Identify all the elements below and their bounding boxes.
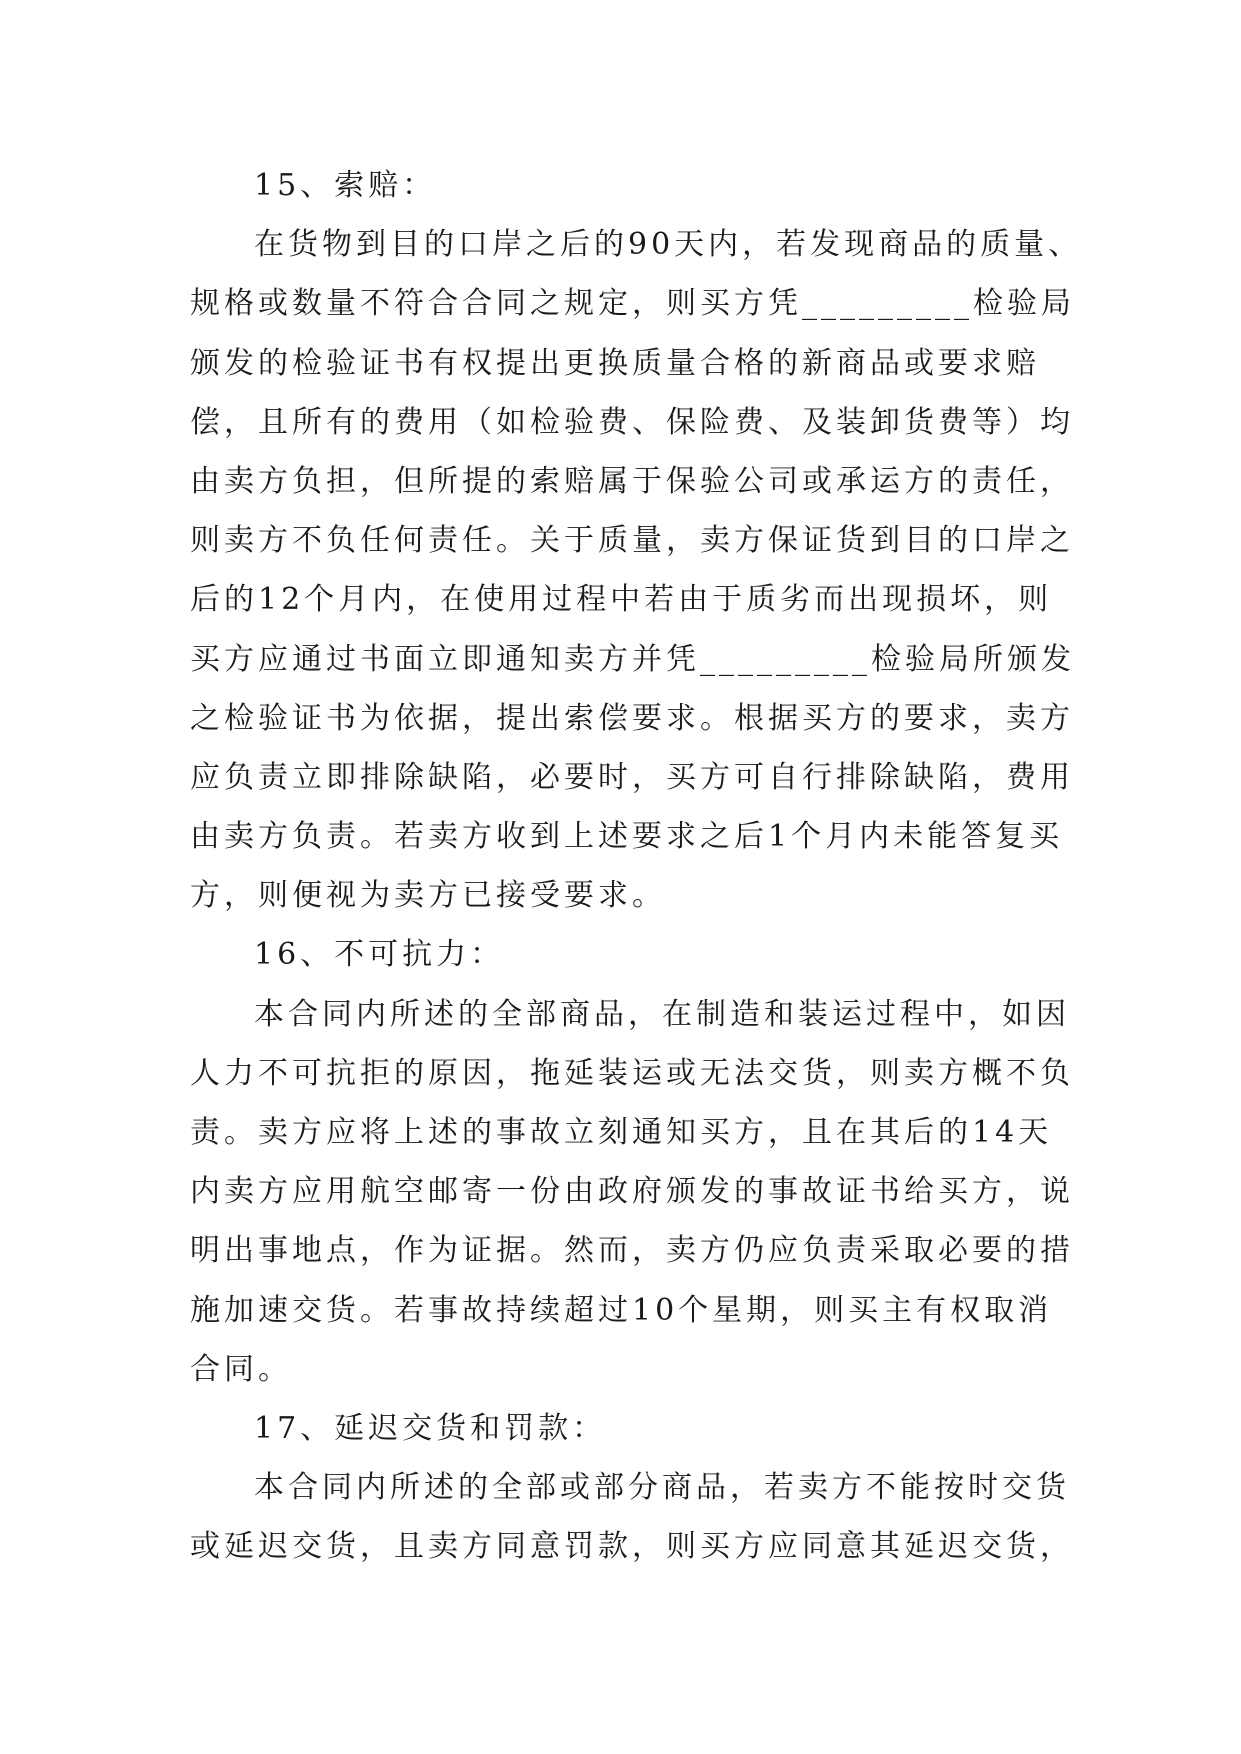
paragraph-line: 施加速交货。若事故持续超过10个星期，则买主有权取消 bbox=[190, 1292, 1053, 1328]
section-heading-force-majeure: 16、不可抗力： bbox=[254, 937, 505, 973]
section-heading-claims: 15、索赔： bbox=[254, 168, 437, 203]
paragraph-line: 颁发的检验证书有权提出更换质量合格的新商品或要求赔 bbox=[190, 345, 1040, 381]
paragraph-line: 或延迟交货，且卖方同意罚款，则买方应同意其延迟交货， bbox=[190, 1529, 1074, 1565]
paragraph-line: 责。卖方应将上述的事故立刻通知买方，且在其后的14天 bbox=[190, 1115, 1053, 1150]
paragraph-line: 之检验证书为依据，提出索偿要求。根据买方的要求，卖方 bbox=[190, 700, 1074, 736]
paragraph-line: 内卖方应用航空邮寄一份由政府颁发的事故证书给买方，说 bbox=[190, 1174, 1074, 1210]
paragraph-line: 本合同内所述的全部或部分商品，若卖方不能按时交货 bbox=[254, 1470, 1070, 1506]
document-body bbox=[190, 156, 1083, 1577]
paragraph-line: 合同。 bbox=[190, 1351, 292, 1387]
paragraph-line: 买方应通过书面立即通知卖方并凭_________检验局所颁发 bbox=[190, 641, 1075, 677]
paragraph-line: 本合同内所述的全部商品，在制造和装运过程中，如因 bbox=[254, 996, 1070, 1032]
paragraph-line: 方，则便视为卖方已接受要求。 bbox=[190, 878, 666, 914]
paragraph-line: 偿，且所有的费用（如检验费、保险费、及装卸货费等）均 bbox=[190, 404, 1074, 440]
paragraph-line: 应负责立即排除缺陷，必要时，买方可自行排除缺陷，费用 bbox=[190, 759, 1074, 795]
paragraph-line: 则卖方不负任何责任。关于质量，卖方保证货到目的口岸之 bbox=[190, 523, 1074, 559]
paragraph-line: 规格或数量不符合合同之规定，则买方凭_________检验局 bbox=[190, 286, 1075, 322]
section-heading-late-delivery: 17、延迟交货和罚款： bbox=[254, 1410, 607, 1446]
paragraph-line: 由卖方负担，但所提的索赔属于保验公司或承运方的责任， bbox=[190, 463, 1074, 499]
paragraph-line: 在货物到目的口岸之后的90天内，若发现商品的质量、 bbox=[254, 227, 1083, 263]
paragraph-line: 人力不可抗拒的原因，拖延装运或无法交货，则卖方概不负 bbox=[190, 1055, 1074, 1091]
paragraph-line: 后的12个月内，在使用过程中若由于质劣而出现损坏，则 bbox=[190, 582, 1053, 618]
paragraph-line: 明出事地点，作为证据。然而，卖方仍应负责采取必要的措 bbox=[190, 1233, 1074, 1269]
paragraph-line: 由卖方负责。若卖方收到上述要求之后1个月内未能答复买 bbox=[190, 819, 1064, 855]
